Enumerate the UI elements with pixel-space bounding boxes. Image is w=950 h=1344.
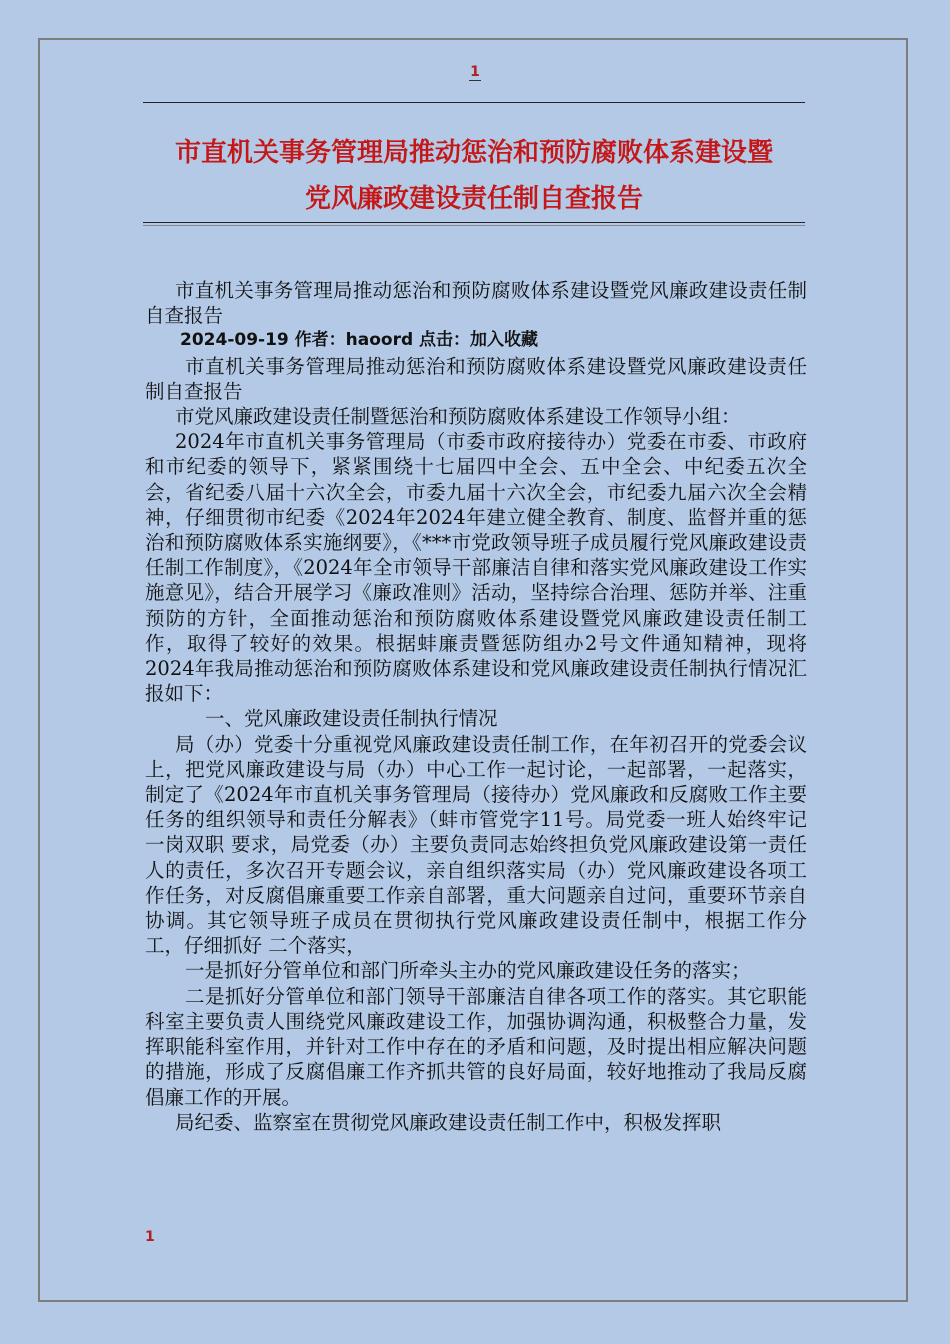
body-paragraph: 局（办）党委十分重视党风廉政建设责任制工作，在年初召开的党委会议上，把党风廉政建设与局（办）中心工作一起讨论，一起部署，一起落实，制定了《2024年市直机关事务管理局（接待办）党风廉政和反腐败工作主要任务的组织领导和责任分解表》（蚌市管党字11号。局党委一班人始终牢记 一岗双职 要求，局党委（办）主要负责同志始终担负党风廉政建设第一责任人的责任，多次召开专题会议，亲自组织落实局（办）党风廉政建设各项工作任务，对反腐倡廉重要工作亲自部署，重大问题亲自过问，重要环节亲自协调。其它领导班子成员在贯彻执行党风廉政建设责任制中，根据工作分工，仔细抓好 二个落实， bbox=[145, 732, 807, 958]
document-body bbox=[145, 278, 807, 1135]
header-rule bbox=[143, 102, 805, 103]
title-rule bbox=[143, 222, 805, 223]
body-paragraph: 二是抓好分管单位和部门领导干部廉洁自律各项工作的落实。其它职能科室主要负责人围绕党风廉政建设工作，加强协调沟通，积极整合力量，发挥职能科室作用，并针对工作中存在的矛盾和问题，及时提出相应解决问题的措施，形成了反腐倡廉工作齐抓共管的良好局面，较好地推动了我局反腐倡廉工作的开展。 bbox=[145, 984, 807, 1109]
section-heading: 一、党风廉政建设责任制执行情况 bbox=[205, 707, 498, 731]
title-line-1: 市直机关事务管理局推动惩治和预防腐败体系建设暨 bbox=[174, 138, 773, 168]
body-paragraph: 市党风廉政建设责任制暨惩治和预防腐败体系建设工作领导小组： bbox=[175, 405, 741, 429]
body-paragraph: 2024年市直机关事务管理局（市委市政府接待办）党委在市委、市政府和市纪委的领导下，紧紧围绕十七届四中全会、五中全会、中纪委五次全会，省纪委八届十六次全会，市委九届十六次全会，市纪委九届六次全会精神，仔细贯彻市纪委《2024年2024年建立健全教育、制度、监督并重的惩治和预防腐败体系实施纲要》，《***市党政领导班子成员履行党风廉政建设责任制工作制度》，《2024年全市领导干部廉洁自律和落实党风廉政建设工作实施意见》，结合开展学习《廉政准则》活动，坚持综合治理、惩防并举、注重预防的方针，全面推动惩治和预防腐败体系建设暨党风廉政建设责任制工作，取得了较好的效果。根据蚌廉责暨惩防组办2号文件通知精神，现将2024年我局推动惩治和预防腐败体系建设和党风廉政建设责任制执行情况汇报如下： bbox=[145, 430, 807, 706]
title-rule-secondary bbox=[143, 225, 805, 226]
title-line-2: 党风廉政建设责任制自查报告 bbox=[304, 184, 643, 214]
footer-page-number: 1 bbox=[145, 1229, 155, 1245]
article-meta: 2024-09-19 作者：haoord 点击：加入收藏 bbox=[180, 330, 539, 351]
body-paragraph: 市直机关事务管理局推动惩治和预防腐败体系建设暨党风廉政建设责任制自查报告 bbox=[145, 279, 807, 328]
document-title bbox=[143, 130, 805, 222]
body-paragraph: 局纪委、监察室在贯彻党风廉政建设责任制工作中，积极发挥职 bbox=[175, 1110, 722, 1134]
header-page-number: 1 bbox=[470, 64, 480, 80]
body-paragraph: 市直机关事务管理局推动惩治和预防腐败体系建设暨党风廉政建设责任制自查报告 bbox=[145, 354, 807, 403]
body-paragraph: 一是抓好分管单位和部门所牵头主办的党风廉政建设任务的落实； bbox=[185, 959, 751, 983]
